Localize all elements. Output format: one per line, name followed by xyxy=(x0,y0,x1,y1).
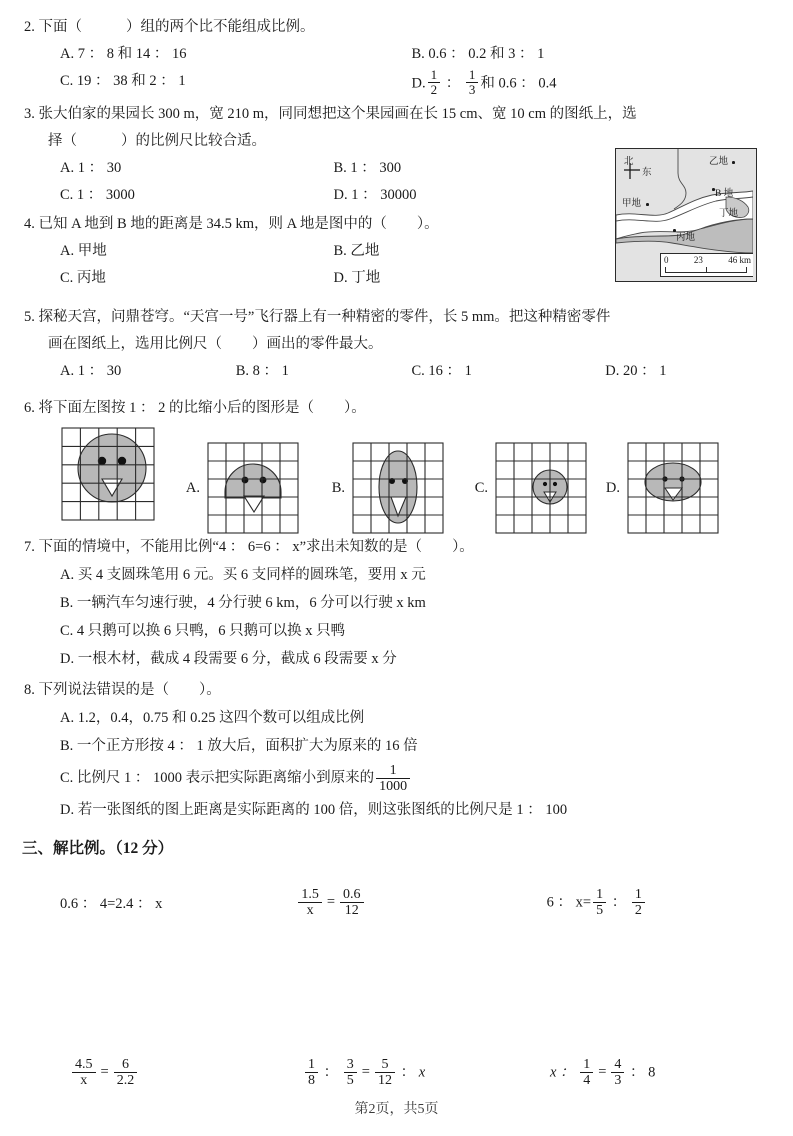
fraction-one-half: $\frac{1}{2}$ xyxy=(632,887,645,918)
option-label: B. xyxy=(333,160,347,177)
option-label: C. xyxy=(60,770,74,787)
fraction-4-5-over-x: $\frac{4.5}{x}$ xyxy=(72,1057,96,1088)
map-scale-zero: 0 xyxy=(664,255,669,265)
option-label: D. xyxy=(60,651,75,668)
option-label: A. xyxy=(60,363,75,380)
equals-sign: = xyxy=(598,1064,607,1081)
option-label: C. xyxy=(474,479,488,496)
option-text: 比例尺 1 ： 1000 表示把实际距离缩小到原来的 xyxy=(76,770,375,787)
grid-option-d xyxy=(625,440,721,536)
option-text: 1 ： 30 xyxy=(77,363,122,380)
question-5-option-b[interactable] xyxy=(236,358,412,385)
question-6-stem xyxy=(0,395,793,422)
fraction-6-over-2-2: $\frac{6}{2.2}$ xyxy=(114,1057,138,1088)
option-label: C. xyxy=(60,187,74,204)
map-label-north: 北 xyxy=(624,157,634,167)
option-label: B. xyxy=(333,243,347,260)
question-5-option-d[interactable] xyxy=(587,358,781,385)
question-2-stem xyxy=(0,14,793,41)
fraction-one-third: $\frac{1}{3}$ xyxy=(466,68,479,97)
ratio-separator: ： xyxy=(320,1064,342,1081)
question-8-number: 8. xyxy=(24,682,35,699)
map-scale-bar xyxy=(660,253,753,277)
question-5-option-c[interactable] xyxy=(412,358,588,385)
question-5-text: 探秘天宫，问鼎苍穹。“天宫一号”飞行器上有一种精密的零件，长 5 mm。把这种精密零件 xyxy=(38,309,611,326)
question-6 xyxy=(0,395,793,528)
grid-option-c xyxy=(493,440,589,536)
option-label: C. xyxy=(60,73,74,89)
fraction-one-quarter: $\frac{1}{4}$ xyxy=(580,1057,593,1088)
option-label: D. xyxy=(605,479,620,496)
question-8-stem-post: ）。 xyxy=(199,682,221,699)
option-text: 一根木材，截成 4 段需要 6 分，截成 6 段需要 x 分 xyxy=(77,651,397,668)
ratio-separator: ： xyxy=(442,75,464,92)
face-on-grid-d xyxy=(625,440,721,536)
option-label: A. xyxy=(60,243,75,260)
option-label: D. xyxy=(411,75,426,92)
option-text: 丁地 xyxy=(351,270,381,287)
option-text: 一辆汽车匀速行驶，4 分行驶 6 km，6 分可以行驶 x km xyxy=(76,595,426,612)
fraction-one-over-one-thousand: $\frac{1}{1000}$ xyxy=(376,763,410,794)
equations-row-2 xyxy=(0,1046,793,1098)
equation-1[interactable] xyxy=(60,892,266,913)
question-7-option-d[interactable] xyxy=(60,645,763,673)
option-text: 16 ： 1 xyxy=(428,363,472,380)
question-6-figures xyxy=(0,424,793,528)
question-6-option-a[interactable] xyxy=(180,440,301,536)
question-4-stem-pre: 已知 A 地到 B 地的距离是 34.5 km，则 A 地是图中的（ xyxy=(38,216,387,233)
question-2-options-row-2 xyxy=(0,68,793,97)
grid-original xyxy=(58,424,158,524)
fraction-one-half: $\frac{1}{2}$ xyxy=(428,68,441,97)
question-7-stem-pre: 下面的情境中，不能用比例“4 ： 6=6 ： x”求出未知数的是（ xyxy=(38,539,423,556)
question-6-stem-pre: 将下面左图按 1 ： 2 的比缩小后的图形是（ xyxy=(38,400,314,417)
question-3-text: 张大伯家的果园长 300 m，宽 210 m，同同想把这个果园画在长 15 cm、宽 10 cm 的图纸上，选 xyxy=(38,106,637,123)
map-figure xyxy=(615,148,757,282)
option-label: B. xyxy=(411,46,425,62)
equation-3-lead: 6 ： x= xyxy=(546,894,592,911)
equation-4[interactable] xyxy=(60,1057,273,1088)
option-label: A. xyxy=(60,710,75,727)
equation-6[interactable] xyxy=(506,1057,753,1088)
question-8-option-a[interactable] xyxy=(60,704,763,732)
question-7 xyxy=(0,534,793,673)
equation-6-lead: x ： xyxy=(550,1064,579,1081)
option-label: C. xyxy=(411,363,425,380)
question-7-number: 7. xyxy=(24,539,35,556)
face-on-grid-original xyxy=(58,424,158,524)
option-text: 甲地 xyxy=(77,243,107,260)
fraction-one-eighth: $\frac{1}{8}$ xyxy=(305,1057,318,1088)
question-3-option-a[interactable] xyxy=(60,155,334,182)
map-scale-mid: 23 xyxy=(693,255,703,265)
map-label-east: 东 xyxy=(642,168,652,178)
question-8-option-d[interactable] xyxy=(60,796,763,824)
option-label: D. xyxy=(60,802,75,819)
question-4-option-d[interactable] xyxy=(334,265,608,292)
question-7-stem-post: ）。 xyxy=(452,539,474,556)
question-5-line-1 xyxy=(0,304,793,331)
option-label: D. xyxy=(605,363,620,380)
question-3-number: 3. xyxy=(24,106,35,123)
question-3-option-c[interactable] xyxy=(60,182,334,209)
option-label: A. xyxy=(60,567,75,584)
equation-1-text: 0.6 ： 4=2.4 ： x xyxy=(60,895,163,912)
map-label-bing: 丙地 xyxy=(676,233,696,243)
question-2-stem-pre: 下面（ xyxy=(38,19,82,35)
option-label: D. xyxy=(333,187,348,204)
option-label: A. xyxy=(185,479,200,496)
option-text: 1.2，0.4，0.75 和 0.25 这四个数可以组成比例 xyxy=(77,710,365,727)
question-3-line-2-pre: 择（ xyxy=(48,133,77,150)
question-2-option-d[interactable] xyxy=(412,68,764,97)
question-5-number: 5. xyxy=(24,309,35,326)
question-5 xyxy=(0,304,793,385)
option-text: 20 ： 1 xyxy=(622,363,667,380)
question-7-options xyxy=(0,561,793,673)
question-2-option-c[interactable] xyxy=(60,68,412,97)
map-label-ding: 丁地 xyxy=(719,209,739,219)
option-label: B. xyxy=(235,363,250,380)
ratio-separator: ： xyxy=(626,1064,649,1081)
ratio-separator: ： xyxy=(396,1064,419,1081)
fraction-1-5-over-x: $\frac{1.5}{x}$ xyxy=(298,887,322,918)
option-text: 1 ： 300 xyxy=(350,160,402,177)
question-6-original-figure xyxy=(58,424,158,524)
question-5-options-row xyxy=(0,358,793,385)
worksheet-page xyxy=(0,14,793,1136)
map-dot-yi xyxy=(732,161,735,164)
question-5-line-2 xyxy=(0,331,793,358)
question-7-option-b[interactable] xyxy=(60,589,763,617)
question-3-option-d[interactable] xyxy=(334,182,608,209)
map-label-yi: 乙地 xyxy=(709,157,729,167)
question-2-option-b[interactable] xyxy=(412,41,764,68)
fraction-0-6-over-12: $\frac{0.6}{12}$ xyxy=(340,887,364,918)
question-6-option-b[interactable] xyxy=(325,440,446,536)
question-6-stem-post: ）。 xyxy=(344,400,366,417)
map-dot-jia xyxy=(646,203,649,206)
option-label: A. xyxy=(60,46,75,62)
grid-option-b xyxy=(350,440,446,536)
option-text: 1 ： 3000 xyxy=(76,187,135,204)
equations-row-1 xyxy=(0,876,793,928)
question-2-option-a[interactable] xyxy=(60,41,412,68)
question-6-option-d[interactable] xyxy=(600,440,721,536)
variable-x: x xyxy=(418,1064,426,1081)
question-3-line-2-post: ）的比例尺比较合适。 xyxy=(121,133,266,150)
question-2 xyxy=(0,14,793,97)
equation-3[interactable] xyxy=(503,887,753,918)
equals-sign: = xyxy=(100,1064,109,1081)
question-7-stem xyxy=(0,534,793,561)
question-6-number: 6. xyxy=(24,400,35,417)
question-2-number: 2. xyxy=(24,19,35,35)
question-6-option-c[interactable] xyxy=(468,440,589,536)
option-text: 丙地 xyxy=(76,270,106,287)
question-5-line-2-pre: 画在图纸上，选用比例尺（ xyxy=(48,336,222,353)
question-8-options xyxy=(0,704,793,824)
question-8-stem xyxy=(0,677,793,704)
question-4-stem-post: ）。 xyxy=(416,216,439,233)
option-text: 4 只鹅可以换 6 只鸭，6 只鹅可以换 x 只鸭 xyxy=(76,623,346,640)
section-heading-three: 三、解比例。（12 分） xyxy=(22,840,174,858)
map-scale-ticks xyxy=(665,267,747,273)
map-dot-bing xyxy=(673,229,676,232)
fraction-four-thirds: $\frac{4}{3}$ xyxy=(611,1057,624,1088)
map-scale-max: 46 km xyxy=(728,255,751,265)
question-4-option-b[interactable] xyxy=(334,238,608,265)
equation-6-tail: 8 xyxy=(648,1064,656,1081)
option-label: C. xyxy=(60,623,74,640)
question-2-stem-post: ）组的两个比不能组成比例。 xyxy=(126,19,315,35)
option-text: 1 ： 30 xyxy=(77,160,122,177)
map-label-jia: 甲地 xyxy=(622,199,642,209)
map-dot-b xyxy=(712,188,715,191)
option-text: 乙地 xyxy=(350,243,380,260)
question-7-option-a[interactable] xyxy=(60,561,763,589)
question-8-stem-pre: 下列说法错误的是（ xyxy=(38,682,169,699)
option-text: 19 ： 38 和 2 ： 1 xyxy=(76,73,186,89)
equation-5[interactable] xyxy=(273,1057,506,1088)
option-label: D. xyxy=(333,270,348,287)
question-3-option-b[interactable] xyxy=(334,155,608,182)
option-text: 7 ： 8 和 14 ： 16 xyxy=(77,46,187,62)
question-8-option-c[interactable] xyxy=(60,760,763,796)
fraction-one-fifth: $\frac{1}{5}$ xyxy=(593,887,606,918)
option-label: B. xyxy=(331,479,345,496)
option-text: 1 ： 30000 xyxy=(351,187,417,204)
face-on-grid-a xyxy=(205,440,301,536)
option-text: 和 0.6 ： 0.4 xyxy=(480,75,557,92)
fraction-five-twelfths: $\frac{5}{12}$ xyxy=(375,1057,395,1088)
option-text: 买 4 支圆珠笔用 6 元。买 6 支同样的圆珠笔，要用 x 元 xyxy=(77,567,426,584)
face-on-grid-b xyxy=(350,440,446,536)
question-8-option-b[interactable] xyxy=(60,732,763,760)
question-4-option-a[interactable] xyxy=(60,238,334,265)
equation-2[interactable] xyxy=(266,887,502,918)
option-text: 0.6 ： 0.2 和 3 ： 1 xyxy=(428,46,545,62)
question-5-option-a[interactable] xyxy=(60,358,236,385)
question-7-option-c[interactable] xyxy=(60,617,763,645)
question-8 xyxy=(0,677,793,824)
option-label: C. xyxy=(60,270,74,287)
option-label: B. xyxy=(60,595,74,612)
question-2-options-row-1 xyxy=(0,41,793,68)
face-on-grid-c xyxy=(493,440,589,536)
option-label: A. xyxy=(60,160,75,177)
option-text: 8 ： 1 xyxy=(252,363,289,380)
map-label-b: B 地 xyxy=(715,189,734,199)
option-text: 一个正方形按 4 ： 1 放大后，面积扩大为原来的 16 倍 xyxy=(76,738,418,755)
question-3-line-1 xyxy=(0,101,793,128)
option-label: B. xyxy=(60,738,74,755)
page-footer: 第2页，共5页 xyxy=(354,1102,439,1117)
option-text: 若一张图纸的图上距离是实际距离的 100 倍，则这张图纸的比例尺是 1 ： 100 xyxy=(77,802,568,819)
fraction-three-fifths: $\frac{3}{5}$ xyxy=(344,1057,357,1088)
question-4-option-c[interactable] xyxy=(60,265,334,292)
ratio-separator: ： xyxy=(608,894,630,911)
question-4-number: 4. xyxy=(24,216,35,233)
equals-sign: = xyxy=(326,894,336,911)
map-scale-numbers xyxy=(664,255,751,265)
equals-sign: = xyxy=(361,1064,370,1081)
grid-option-a xyxy=(205,440,301,536)
question-5-line-2-post: ）画出的零件最大。 xyxy=(252,336,383,353)
